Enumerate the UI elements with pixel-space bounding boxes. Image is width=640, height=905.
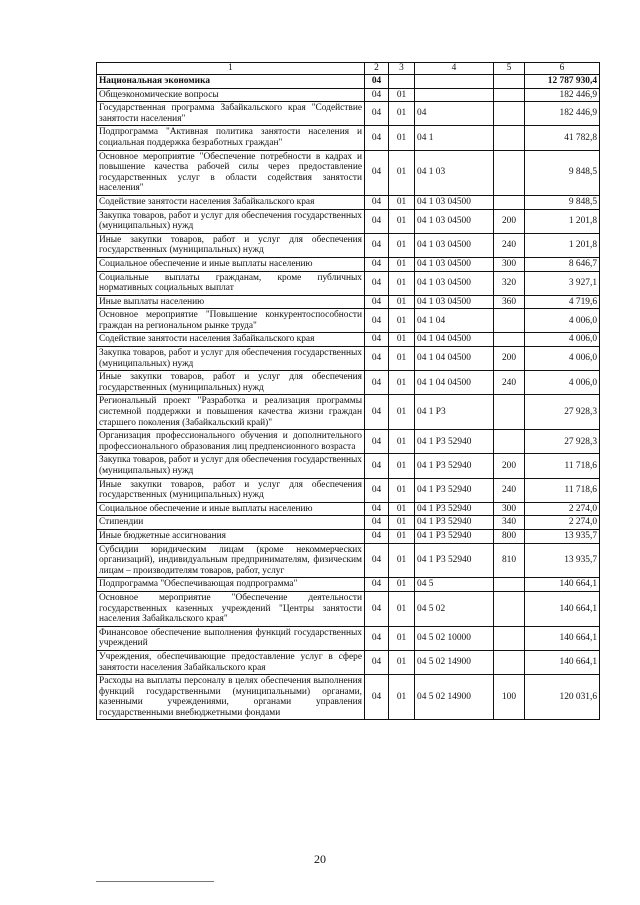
header-col-4: 4 xyxy=(415,63,494,75)
row-name: Закупка товаров, работ и услуг для обеспечения государственных (муниципальных) нужд xyxy=(97,454,365,478)
row-subsection-code: 01 xyxy=(389,371,415,395)
row-name: Социальные выплаты гражданам, кроме публичных нормативных социальных выплат xyxy=(97,271,365,295)
row-expense-type: 360 xyxy=(494,295,525,309)
row-expense-type xyxy=(494,75,525,89)
table-row xyxy=(97,502,600,516)
row-target-article: 04 1 P3 52940 xyxy=(415,529,494,543)
row-expense-type: 240 xyxy=(494,233,525,257)
table-row xyxy=(97,271,600,295)
row-target-article xyxy=(415,75,494,89)
row-subsection-code: 01 xyxy=(389,591,415,626)
row-section-code: 04 xyxy=(365,333,389,347)
table-row xyxy=(97,516,600,530)
row-amount: 11 718,6 xyxy=(525,454,600,478)
row-subsection-code: 01 xyxy=(389,478,415,502)
row-subsection-code: 01 xyxy=(389,150,415,195)
row-target-article: 04 1 03 04500 xyxy=(415,233,494,257)
row-name: Социальное обеспечение и иные выплаты населению xyxy=(97,502,365,516)
row-amount: 182 446,9 xyxy=(525,88,600,102)
row-name: Содействие занятости населения Забайкальского края xyxy=(97,333,365,347)
row-section-code: 04 xyxy=(365,578,389,592)
row-subsection-code: 01 xyxy=(389,516,415,530)
row-target-article: 04 1 04 xyxy=(415,309,494,333)
row-target-article: 04 1 xyxy=(415,126,494,150)
table-row xyxy=(97,347,600,371)
row-name: Подпрограмма "Обеспечивающая подпрограмма" xyxy=(97,578,365,592)
table-row xyxy=(97,233,600,257)
row-section-code: 04 xyxy=(365,209,389,233)
row-section-code: 04 xyxy=(365,271,389,295)
table-body xyxy=(97,75,600,720)
table-row xyxy=(97,295,600,309)
row-section-code: 04 xyxy=(365,233,389,257)
row-target-article: 04 1 P3 52940 xyxy=(415,478,494,502)
row-target-article: 04 1 03 04500 xyxy=(415,271,494,295)
row-target-article: 04 1 03 04500 xyxy=(415,209,494,233)
row-subsection-code: 01 xyxy=(389,543,415,578)
row-section-code: 04 xyxy=(365,478,389,502)
row-name: Социальное обеспечение и иные выплаты населению xyxy=(97,257,365,271)
row-name: Иные закупки товаров, работ и услуг для обеспечения государственных (муниципальных) нужд xyxy=(97,478,365,502)
row-subsection-code: 01 xyxy=(389,454,415,478)
row-expense-type: 240 xyxy=(494,371,525,395)
row-amount: 2 274,0 xyxy=(525,516,600,530)
row-expense-type xyxy=(494,395,525,430)
header-col-2: 2 xyxy=(365,63,389,75)
row-section-code: 04 xyxy=(365,543,389,578)
table-row xyxy=(97,591,600,626)
row-target-article xyxy=(415,88,494,102)
row-name: Основное мероприятие "Обеспечение потребности в кадрах и повышение качества рабочей силы через предоставление государственных услуг в области содействия занятости населения" xyxy=(97,150,365,195)
row-name: Государственная программа Забайкальского края "Содействие занятости населения" xyxy=(97,102,365,126)
row-section-code: 04 xyxy=(365,126,389,150)
row-expense-type: 200 xyxy=(494,209,525,233)
row-name: Закупка товаров, работ и услуг для обеспечения государственных (муниципальных) нужд xyxy=(97,209,365,233)
row-section-code: 04 xyxy=(365,675,389,720)
row-section-code: 04 xyxy=(365,516,389,530)
row-target-article: 04 1 03 04500 xyxy=(415,257,494,271)
row-expense-type xyxy=(494,430,525,454)
footer-divider xyxy=(96,881,214,882)
row-expense-type xyxy=(494,650,525,674)
row-amount: 27 928,3 xyxy=(525,430,600,454)
row-subsection-code: 01 xyxy=(389,309,415,333)
table-row xyxy=(97,88,600,102)
row-subsection-code: 01 xyxy=(389,395,415,430)
row-name: Общеэкономические вопросы xyxy=(97,88,365,102)
row-target-article: 04 1 P3 52940 xyxy=(415,430,494,454)
row-name: Финансовое обеспечение выполнения функций государственных учреждений xyxy=(97,626,365,650)
table-row xyxy=(97,478,600,502)
row-subsection-code: 01 xyxy=(389,209,415,233)
row-amount: 1 201,8 xyxy=(525,233,600,257)
row-section-code: 04 xyxy=(365,347,389,371)
row-amount: 3 927,1 xyxy=(525,271,600,295)
row-expense-type xyxy=(494,578,525,592)
table-row xyxy=(97,195,600,209)
row-target-article: 04 1 P3 52940 xyxy=(415,502,494,516)
row-name: Иные закупки товаров, работ и услуг для обеспечения государственных (муниципальных) нужд xyxy=(97,371,365,395)
row-section-code: 04 xyxy=(365,257,389,271)
row-amount: 2 274,0 xyxy=(525,502,600,516)
row-amount: 8 646,7 xyxy=(525,257,600,271)
budget-table xyxy=(96,62,600,720)
row-amount: 4 006,0 xyxy=(525,371,600,395)
row-section-code: 04 xyxy=(365,295,389,309)
row-subsection-code: 01 xyxy=(389,578,415,592)
table-row xyxy=(97,126,600,150)
row-expense-type xyxy=(494,150,525,195)
row-subsection-code: 01 xyxy=(389,675,415,720)
row-expense-type: 240 xyxy=(494,478,525,502)
row-name: Организация профессионального обучения и дополнительного профессионального образования лиц предпенсионного возраста xyxy=(97,430,365,454)
row-amount: 1 201,8 xyxy=(525,209,600,233)
table-row xyxy=(97,257,600,271)
row-name: Основное мероприятие "Обеспечение деятельности государственных казенных учреждений "Центры занятости населения Забайкальского края" xyxy=(97,591,365,626)
header-col-1: 1 xyxy=(97,63,365,75)
row-section-code: 04 xyxy=(365,102,389,126)
row-expense-type xyxy=(494,309,525,333)
table-row xyxy=(97,333,600,347)
row-expense-type xyxy=(494,591,525,626)
row-subsection-code: 01 xyxy=(389,257,415,271)
table-row xyxy=(97,454,600,478)
row-subsection-code: 01 xyxy=(389,430,415,454)
row-name: Субсидии юридическим лицам (кроме некоммерческих организаций), индивидуальным предпринимателям, физическим лицам – производителям товаров, работ, услуг xyxy=(97,543,365,578)
row-amount: 13 935,7 xyxy=(525,543,600,578)
row-subsection-code: 01 xyxy=(389,102,415,126)
row-name: Подпрограмма "Активная политика занятости населения и социальная поддержка безработных граждан" xyxy=(97,126,365,150)
row-section-code: 04 xyxy=(365,88,389,102)
row-target-article: 04 1 03 04500 xyxy=(415,195,494,209)
row-section-code: 04 xyxy=(365,75,389,89)
table-row xyxy=(97,75,600,89)
row-target-article: 04 1 P3 xyxy=(415,395,494,430)
row-target-article: 04 1 03 xyxy=(415,150,494,195)
row-name: Учреждения, обеспечивающие предоставление услуг в сфере занятости населения Забайкальского края xyxy=(97,650,365,674)
table-row xyxy=(97,371,600,395)
table-row xyxy=(97,102,600,126)
row-expense-type: 320 xyxy=(494,271,525,295)
row-amount: 27 928,3 xyxy=(525,395,600,430)
row-amount: 4 006,0 xyxy=(525,333,600,347)
row-name: Иные закупки товаров, работ и услуг для обеспечения государственных (муниципальных) нужд xyxy=(97,233,365,257)
row-target-article: 04 1 04 04500 xyxy=(415,347,494,371)
row-name: Региональный проект "Разработка и реализация программы системной поддержки и повышения качества жизни граждан старшего поколения (Забайкальский край)" xyxy=(97,395,365,430)
row-amount: 140 664,1 xyxy=(525,626,600,650)
row-amount: 140 664,1 xyxy=(525,591,600,626)
row-target-article: 04 1 P3 52940 xyxy=(415,543,494,578)
table-row xyxy=(97,675,600,720)
header-col-3: 3 xyxy=(389,63,415,75)
row-expense-type xyxy=(494,195,525,209)
table-row xyxy=(97,529,600,543)
row-subsection-code: 01 xyxy=(389,295,415,309)
row-target-article: 04 1 03 04500 xyxy=(415,295,494,309)
row-subsection-code: 01 xyxy=(389,88,415,102)
row-section-code: 04 xyxy=(365,502,389,516)
table-row xyxy=(97,209,600,233)
row-amount: 9 848,5 xyxy=(525,195,600,209)
row-subsection-code: 01 xyxy=(389,195,415,209)
row-target-article: 04 5 02 xyxy=(415,591,494,626)
row-expense-type: 200 xyxy=(494,347,525,371)
row-amount: 41 782,8 xyxy=(525,126,600,150)
row-name: Иные бюджетные ассигнования xyxy=(97,529,365,543)
row-subsection-code: 01 xyxy=(389,233,415,257)
row-section-code: 04 xyxy=(365,395,389,430)
table-row xyxy=(97,309,600,333)
row-expense-type: 100 xyxy=(494,675,525,720)
row-amount: 4 006,0 xyxy=(525,347,600,371)
row-section-code: 04 xyxy=(365,650,389,674)
row-target-article: 04 5 02 14900 xyxy=(415,650,494,674)
row-target-article: 04 xyxy=(415,102,494,126)
row-expense-type: 810 xyxy=(494,543,525,578)
table-row xyxy=(97,650,600,674)
row-target-article: 04 1 P3 52940 xyxy=(415,516,494,530)
row-expense-type: 800 xyxy=(494,529,525,543)
table-row xyxy=(97,430,600,454)
row-target-article: 04 1 04 04500 xyxy=(415,333,494,347)
row-subsection-code: 01 xyxy=(389,650,415,674)
row-name: Иные выплаты населению xyxy=(97,295,365,309)
row-subsection-code: 01 xyxy=(389,529,415,543)
row-amount: 9 848,5 xyxy=(525,150,600,195)
row-subsection-code: 01 xyxy=(389,502,415,516)
header-col-5: 5 xyxy=(494,63,525,75)
row-amount: 182 446,9 xyxy=(525,102,600,126)
row-expense-type xyxy=(494,102,525,126)
row-name: Расходы на выплаты персоналу в целях обеспечения выполнения функций государственными (муниципальными) органами, казенными учреждениями, органами управления государственными внебюджетными фондами xyxy=(97,675,365,720)
row-section-code: 04 xyxy=(365,529,389,543)
row-name: Национальная экономика xyxy=(97,75,365,89)
table-row xyxy=(97,543,600,578)
row-amount: 11 718,6 xyxy=(525,478,600,502)
row-expense-type: 300 xyxy=(494,502,525,516)
row-subsection-code xyxy=(389,75,415,89)
row-expense-type xyxy=(494,626,525,650)
row-expense-type xyxy=(494,126,525,150)
row-amount: 140 664,1 xyxy=(525,650,600,674)
page-number: 20 xyxy=(314,852,326,866)
row-subsection-code: 01 xyxy=(389,626,415,650)
row-amount: 4 719,6 xyxy=(525,295,600,309)
row-expense-type: 200 xyxy=(494,454,525,478)
row-amount: 4 006,0 xyxy=(525,309,600,333)
row-target-article: 04 5 xyxy=(415,578,494,592)
row-subsection-code: 01 xyxy=(389,347,415,371)
row-amount: 140 664,1 xyxy=(525,578,600,592)
row-subsection-code: 01 xyxy=(389,271,415,295)
row-amount: 120 031,6 xyxy=(525,675,600,720)
row-section-code: 04 xyxy=(365,371,389,395)
row-target-article: 04 1 P3 52940 xyxy=(415,454,494,478)
row-target-article: 04 5 02 14900 xyxy=(415,675,494,720)
table-row xyxy=(97,626,600,650)
row-name: Закупка товаров, работ и услуг для обеспечения государственных (муниципальных) нужд xyxy=(97,347,365,371)
row-subsection-code: 01 xyxy=(389,333,415,347)
row-target-article: 04 1 04 04500 xyxy=(415,371,494,395)
row-name: Основное мероприятие "Повышение конкурентоспособности граждан на региональном рынке труда" xyxy=(97,309,365,333)
header-col-6: 6 xyxy=(525,63,600,75)
row-section-code: 04 xyxy=(365,591,389,626)
row-subsection-code: 01 xyxy=(389,126,415,150)
row-name: Содействие занятости населения Забайкальского края xyxy=(97,195,365,209)
table-row xyxy=(97,395,600,430)
row-section-code: 04 xyxy=(365,150,389,195)
row-section-code: 04 xyxy=(365,454,389,478)
table-header-row xyxy=(97,63,600,75)
row-section-code: 04 xyxy=(365,309,389,333)
row-amount: 12 787 930,4 xyxy=(525,75,600,89)
row-expense-type: 340 xyxy=(494,516,525,530)
row-expense-type xyxy=(494,333,525,347)
row-section-code: 04 xyxy=(365,626,389,650)
table-row xyxy=(97,150,600,195)
row-target-article: 04 5 02 10000 xyxy=(415,626,494,650)
row-expense-type: 300 xyxy=(494,257,525,271)
table-row xyxy=(97,578,600,592)
row-section-code: 04 xyxy=(365,430,389,454)
row-expense-type xyxy=(494,88,525,102)
row-amount: 13 935,7 xyxy=(525,529,600,543)
row-name: Стипендии xyxy=(97,516,365,530)
row-section-code: 04 xyxy=(365,195,389,209)
